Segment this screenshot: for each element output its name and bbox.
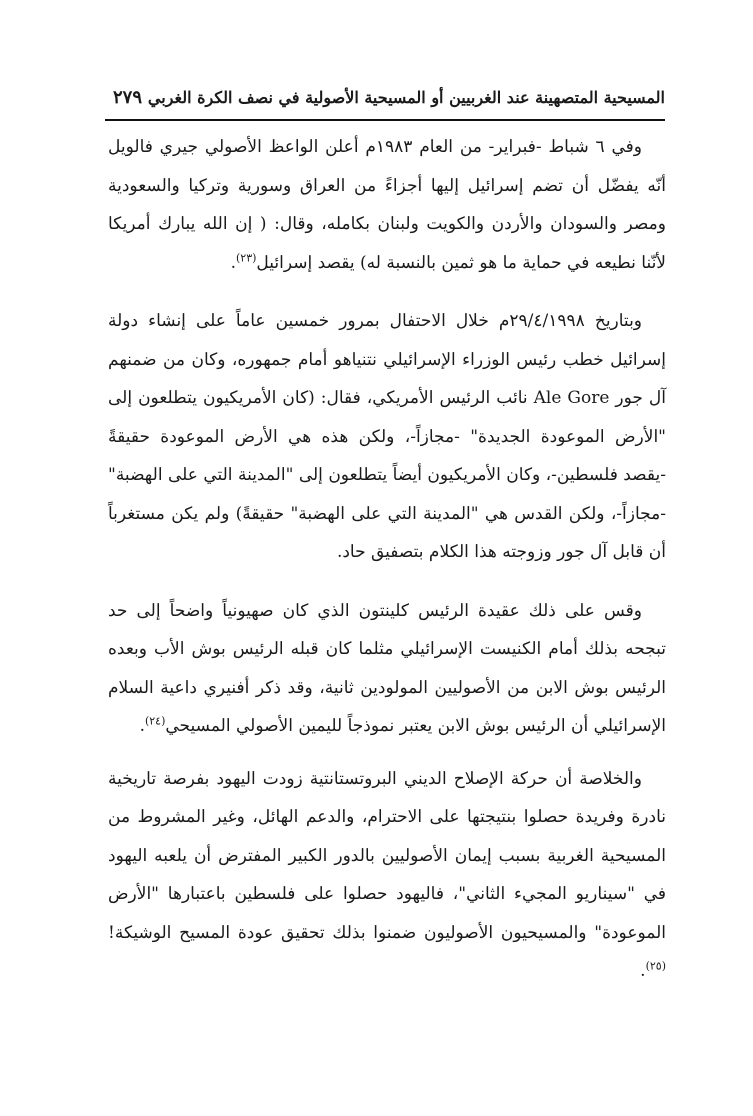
footnote-reference: (٢٥) (645, 959, 666, 973)
paragraph-end-mark: . (230, 252, 236, 273)
header-divider (105, 119, 665, 121)
paragraph (108, 302, 666, 572)
paragraph-end-mark: . (640, 961, 646, 981)
paragraph-end-mark: . (139, 716, 145, 736)
paragraph-text: والخلاصة أن حركة الإصلاح الديني البروتستانتية زودت اليهود بفرصة تاريخية نادرة وفريدة حصلوا بنتيجتها على الاحترام، والدعم الهائل، وغير المشروط من المسيحية الغربية بسبب إيمان الأصوليين بالدور الكبير المفترض أن يلعبه اليهود في "سيناريو المجيء الثاني"، فاليهود حصلوا على فلسطين باعتبارها "الأرض الموعودة" والمسيحيون الأصوليون ضمنوا بذلك تحقيق عودة المسيح الوشيكة! (108, 768, 666, 943)
paragraph (108, 760, 666, 991)
running-header (105, 86, 665, 116)
paragraph-text: وفي ٦ شباط -فبراير- من العام ١٩٨٣م أعلن الواعظ الأصولي جيري فالويل أنّه يفضّل أن تضم إسرائيل إليها أجزاءً من العراق وسورية وتركيا والسعودية ومصر والسودان والأردن والكويت ولبنان بكامله، وقال: ( إن الله يبارك أمريكا لأنّنا نطيعه في حماية ما هو ثمين بالنسبة له) يقصد إسرائيل (108, 137, 666, 273)
body-text (108, 128, 666, 1011)
footnote-reference: (٢٣) (236, 250, 257, 264)
paragraph (108, 592, 666, 746)
paragraph-text: وبتاريخ ٢٩/٤/١٩٩٨م خلال الاحتفال بمرور خمسين عاماً على إنشاء دولة إسرائيل خطب رئيس الوزراء الإسرائيلي نتنياهو أمام جمهوره، وكان من ضمنهم آل جور Ale Gore نائب الرئيس الأمريكي، فقال: (كان الأمريكيون يتطلعون إلى "الأرض الموعودة الجديدة" -مجازاً-، ولكن هذه هي الأرض الموعودة حقيقةً -يقصد فلسطين-، وكان الأمريكيون أيضاً يتطلعون إلى "المدينة التي على الهضبة" -مجازاً-، ولكن القدس هي "المدينة التي على الهضبة" حقيقةً) ولم يكن مستغرباً أن قابل آل جور وزوجته هذا الكلام بتصفيق حاد. (108, 311, 666, 562)
footnote-reference: (٢٤) (144, 714, 166, 728)
paragraph-text: وقس على ذلك عقيدة الرئيس كلينتون الذي كان صهيونياً واضحاً إلى حد تبجحه بذلك أمام الكنيست الإسرائيلي مثلما كان قبله الرئيس بوش الأب وبعده الرئيس بوش الابن من الأصوليين المولودين ثانية، وقد ذكر أفنيري داعية السلام الإسرائيلي أن الرئيس بوش الابن يعتبر نموذجاً لليمين الأصولي المسيحي (108, 600, 666, 736)
paragraph (108, 128, 666, 282)
running-header-title: المسيحية المتصهينة عند الغربيين أو المسيحية الأصولية في نصف الكرة الغربي (147, 88, 665, 107)
page-number: ٢٧٩ (113, 87, 143, 108)
